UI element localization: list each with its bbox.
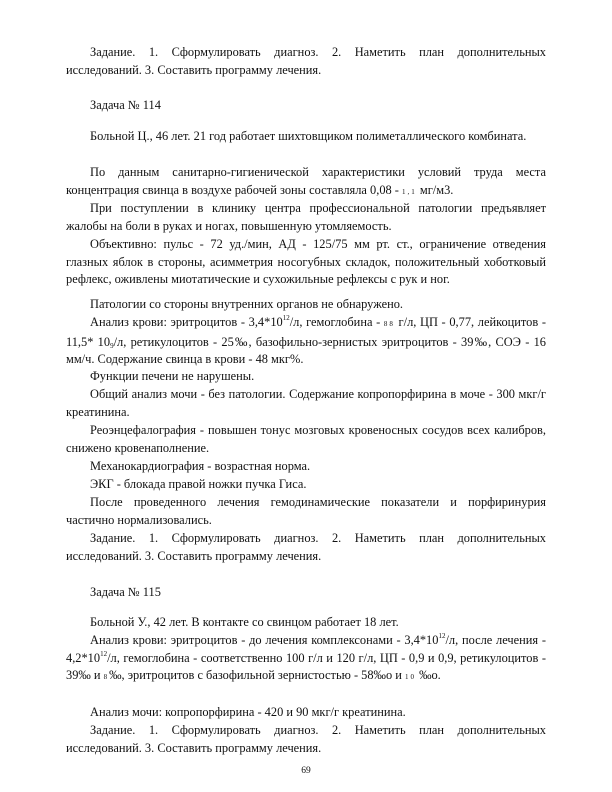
objective-paragraph: Объективно: пульс - 72 уд./мин, АД - 125/75 мм рт. ст., ограничение отведения глазных яблок в стороны, асимметрия носогубных складок, положительный хоботковый рефлекс, оживлены миотатические и сухожильные рефлексы с рук и ног. [66,237,546,287]
assignment-paragraph: Задание. 1. Сформулировать диагноз. 2. Наметить план дополнительных исследований. 3. Составить программу лечения. [66,531,546,563]
treatment-result-paragraph: После проведенного лечения гемодинамические показатели и порфиринурия частично нормализовались. [66,495,546,527]
assignment-paragraph: Задание. 1. Сформулировать диагноз. 2. Наметить план дополнительных исследований. 3. Составить программу лечения. [66,45,546,77]
rheo-paragraph: Реоэнцефалография - повышен тонус мозговых кровеносных сосудов всех калибров, снижено кровенаполнение. [66,423,546,455]
blood-analysis-paragraph: Анализ крови: эритроцитов - $3,4*10^{12}/л$, гемоглобина - 88 г/л, ЦП - 0,77, лейкоцитов - 11,5* $10_9/л$, ретикулоцитов - 25‰, базофильно-зернистых эритроцитов - 39‰, СОЭ - 16 мм/ч. Содержание свинца в крови - 48 мкг%. [66,314,547,367]
urine-paragraph: Анализ мочи: копропорфирина - 420 и 90 мкг/г креатинина. [90,705,406,719]
complaints-paragraph: При поступлении в клинику центра профессиональной патологии предъявляет жалобы на боли в руках и ногах, повышенную утомляемость. [66,201,546,233]
patient-intro-paragraph: Больной У., 42 лет. В контакте со свинцом работает 18 лет. [90,615,399,629]
blood-analysis-paragraph: Анализ крови: эритроцитов - до лечения комплексонами - $3,4*10^{12}/л$, после лечения - $4,2*10^{12}/л$, гемоглобина - соответственно 100 г/л и 120 г/л, ЦП - 0,9 и 0,9, ретикулоцитов - 39‰ и 8‰, эритроцитов с базофильной зернистостью - 58‰о и 10 ‰о. [66,632,546,683]
task-heading-115: Задача № 115 [90,585,161,599]
task-heading-114: Задача № 114 [90,98,161,112]
mechanocardio-paragraph: Механокардиография - возрастная норма. [90,459,311,473]
assignment-paragraph: Задание. 1. Сформулировать диагноз. 2. Наметить план дополнительных исследований. 3. Составить программу лечения. [66,723,546,755]
liver-paragraph: Функции печени не нарушены. [90,369,255,383]
patient-intro-paragraph: Больной Ц., 46 лет. 21 год работает шихтовщиком полиметаллического комбината. [90,129,527,143]
hygiene-paragraph: По данным санитарно-гигиенической характеристики условий труда места концентрация свинца в воздухе рабочей зоны составляла 0,08 - 1,1 мг/м3. [66,165,546,197]
page-number: 69 [301,766,311,776]
internal-organs-paragraph: Патологии со стороны внутренних органов не обнаружено. [90,297,404,311]
urine-paragraph: Общий анализ мочи - без патологии. Содержание копропорфирина в моче - 300 мкг/г креатинина. [66,387,546,419]
ecg-paragraph: ЭКГ - блокада правой ножки пучка Гиса. [90,477,307,491]
